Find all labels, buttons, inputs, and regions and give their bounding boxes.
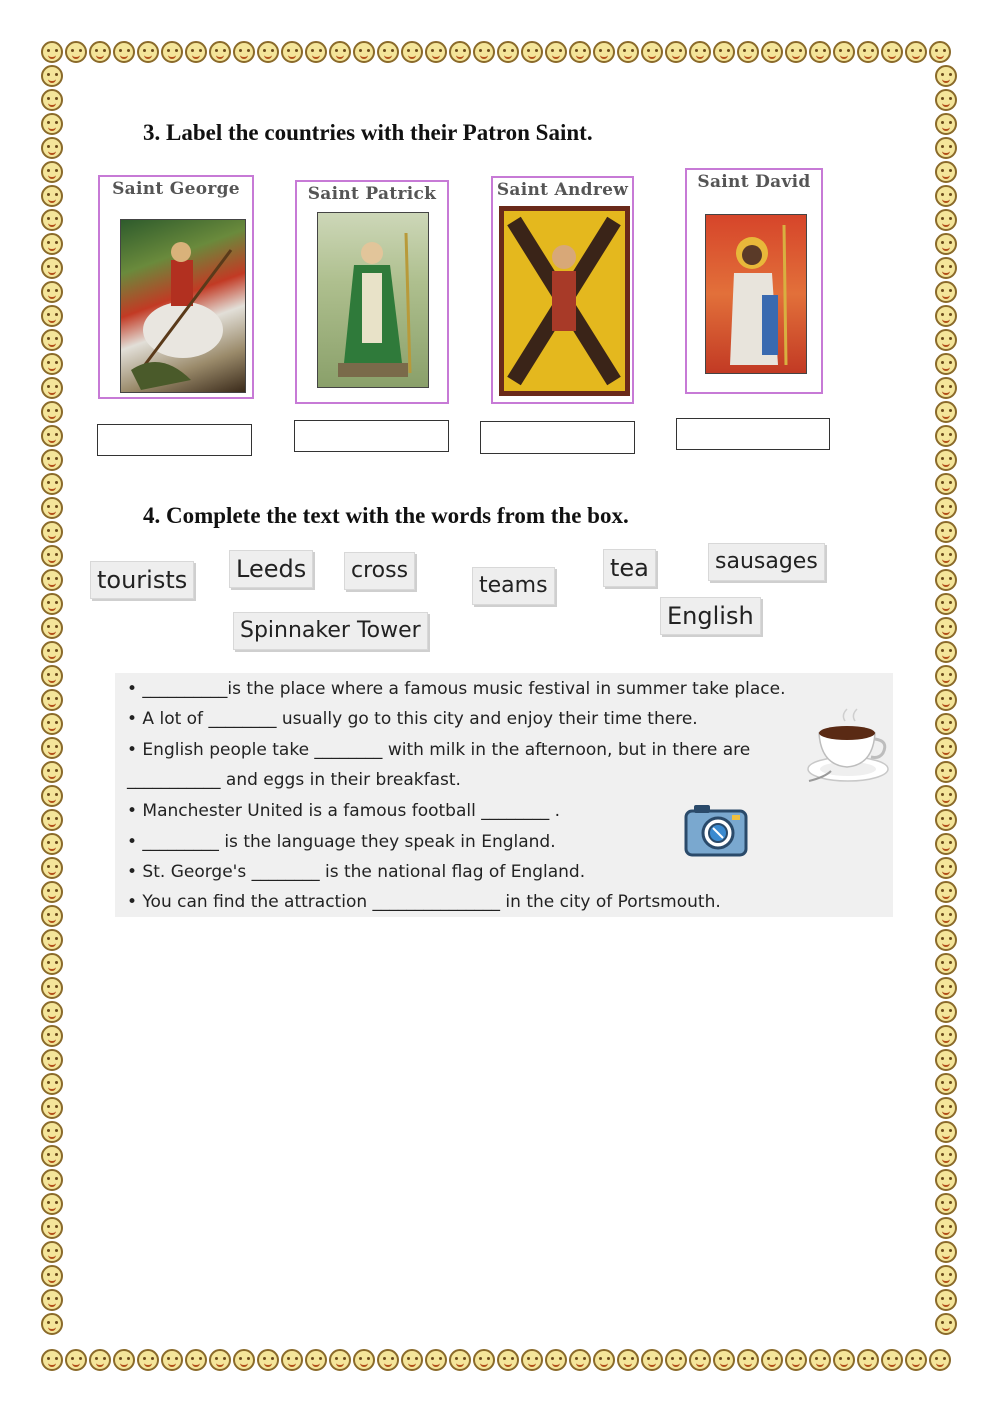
smiley-border-icon [935,137,957,159]
smiley-border-icon [935,1241,957,1263]
smiley-border-icon [281,41,303,63]
smiley-border-icon [521,1349,543,1371]
smiley-border-icon [689,1349,711,1371]
smiley-border-icon [521,41,543,63]
smiley-border-icon [593,1349,615,1371]
smiley-border-icon [41,497,63,519]
smiley-border-icon [41,1169,63,1191]
smiley-border-icon [377,1349,399,1371]
saint-andrew-card [491,176,634,404]
smiley-border-icon [449,41,471,63]
smiley-border-icon [41,257,63,279]
smiley-border-icon [41,161,63,183]
smiley-border-icon [935,1121,957,1143]
smiley-border-icon [305,41,327,63]
word-tile-tourists[interactable]: tourists [90,561,194,599]
smiley-border-icon [545,1349,567,1371]
smiley-border-icon [305,1349,327,1371]
smiley-border-icon [935,401,957,423]
sentence-3: • English people take ________ with milk in the afternoon, but in there are [127,740,751,760]
smiley-border-icon [665,1349,687,1371]
smiley-border-icon [833,1349,855,1371]
smiley-border-icon [935,1193,957,1215]
smiley-border-icon [935,1097,957,1119]
smiley-border-icon [41,329,63,351]
smiley-border-icon [761,1349,783,1371]
smiley-border-icon [785,1349,807,1371]
smiley-border-icon [161,1349,183,1371]
saint-george-painting [120,219,246,393]
smiley-border-icon [41,905,63,927]
smiley-border-icon [89,1349,111,1371]
smiley-border-icon [935,689,957,711]
smiley-border-icon [905,41,927,63]
smiley-border-icon [497,41,519,63]
smiley-border-icon [935,449,957,471]
saint-david-card [685,168,823,394]
smiley-border-icon [41,1241,63,1263]
smiley-border-icon [233,41,255,63]
smiley-border-icon [833,41,855,63]
smiley-border-icon [41,281,63,303]
smiley-border-icon [935,569,957,591]
smiley-border-icon [935,737,957,759]
sentence-2: • A lot of ________ usually go to this city and enjoy their time there. [127,709,698,729]
smiley-border-icon [185,41,207,63]
section3-heading: 3. Label the countries with their Patron Saint. [143,120,593,145]
smiley-border-icon [935,113,957,135]
smiley-border-icon [473,1349,495,1371]
smiley-border-icon [41,809,63,831]
smiley-border-icon [257,41,279,63]
smiley-border-icon [89,41,111,63]
smiley-border-icon [593,41,615,63]
smiley-border-icon [41,665,63,687]
smiley-border-icon [935,929,957,951]
smiley-border-icon [41,545,63,567]
smiley-border-icon [137,41,159,63]
answer-box-2[interactable] [294,420,449,452]
smiley-border-icon [209,1349,231,1371]
smiley-border-icon [281,1349,303,1371]
smiley-border-icon [449,1349,471,1371]
smiley-border-icon [641,41,663,63]
smiley-border-icon [41,65,63,87]
sentence-5: • _________ is the language they speak in England. [127,832,556,852]
smiley-border-icon [935,905,957,927]
smiley-border-icon [329,1349,351,1371]
smiley-border-icon [113,41,135,63]
smiley-border-icon [929,41,951,63]
smiley-border-icon [41,1121,63,1143]
smiley-border-icon [935,233,957,255]
smiley-border-icon [809,41,831,63]
smiley-border-icon [713,41,735,63]
smiley-border-icon [41,449,63,471]
smiley-border-icon [41,137,63,159]
smiley-border-icon [935,473,957,495]
smiley-border-icon [935,761,957,783]
smiley-border-icon [761,41,783,63]
smiley-border-icon [65,41,87,63]
smiley-border-icon [41,617,63,639]
smiley-border-icon [41,977,63,999]
smiley-border-icon [935,809,957,831]
smiley-border-icon [713,1349,735,1371]
smiley-border-icon [935,593,957,615]
word-tile-leeds[interactable]: Leeds [229,550,313,588]
smiley-border-icon [809,1349,831,1371]
smiley-border-icon [935,833,957,855]
smiley-border-icon [425,1349,447,1371]
smiley-border-icon [401,1349,423,1371]
smiley-border-icon [935,641,957,663]
smiley-border-icon [233,1349,255,1371]
word-tile-spinnaker-tower[interactable]: Spinnaker Tower [233,612,428,650]
saint-patrick-figure-icon [318,213,429,388]
smiley-border-icon [41,737,63,759]
smiley-border-icon [41,1193,63,1215]
border-top [40,40,952,64]
smiley-border-icon [41,1025,63,1047]
sentence-4: • Manchester United is a famous football ________ . [127,801,561,821]
smiley-border-icon [935,425,957,447]
smiley-border-icon [935,1313,957,1335]
smiley-border-icon [935,713,957,735]
smiley-border-icon [425,41,447,63]
smiley-border-icon [65,1349,87,1371]
smiley-border-icon [41,185,63,207]
sentence-3-continued: ___________ and eggs in their breakfast. [127,770,461,790]
smiley-border-icon [41,929,63,951]
smiley-border-icon [41,233,63,255]
smiley-border-icon [785,41,807,63]
smiley-border-icon [935,1025,957,1047]
saint-david-label: Saint David [697,172,811,192]
smiley-border-icon [41,377,63,399]
smiley-border-icon [935,1289,957,1311]
saint-david-figure-icon [706,215,807,374]
smiley-border-icon [41,953,63,975]
smiley-border-icon [113,1349,135,1371]
smiley-border-icon [935,65,957,87]
smiley-border-icon [41,785,63,807]
smiley-border-icon [41,1073,63,1095]
smiley-border-icon [41,1313,63,1335]
border-bottom [40,1348,952,1372]
smiley-border-icon [137,1349,159,1371]
border-left [40,64,64,1336]
smiley-border-icon [353,41,375,63]
saint-george-card [98,175,254,399]
smiley-border-icon [935,377,957,399]
smiley-border-icon [935,209,957,231]
smiley-border-icon [41,209,63,231]
smiley-border-icon [41,761,63,783]
smiley-border-icon [935,1217,957,1239]
smiley-border-icon [905,1349,927,1371]
word-tile-tea[interactable]: tea [603,549,656,587]
smiley-border-icon [41,1349,63,1371]
smiley-border-icon [41,593,63,615]
smiley-border-icon [377,41,399,63]
teacup-icon [805,707,891,789]
smiley-border-icon [545,41,567,63]
smiley-border-icon [161,41,183,63]
word-tile-sausages[interactable]: sausages [708,543,825,581]
smiley-border-icon [41,1049,63,1071]
smiley-border-icon [41,1001,63,1023]
smiley-border-icon [935,953,957,975]
sentence-1: • __________is the place where a famous music festival in summer take place. [127,679,786,699]
smiley-border-icon [935,281,957,303]
saint-andrew-label: Saint Andrew [496,180,629,200]
smiley-border-icon [935,305,957,327]
smiley-border-icon [935,857,957,879]
smiley-border-icon [935,1049,957,1071]
smiley-border-icon [41,1289,63,1311]
saint-patrick-label: Saint Patrick [307,184,437,204]
smiley-border-icon [41,89,63,111]
smiley-border-icon [935,353,957,375]
saint-george-label: Saint George [112,179,240,199]
smiley-border-icon [935,1001,957,1023]
smiley-border-icon [41,569,63,591]
saint-patrick-card [295,180,449,404]
smiley-border-icon [41,521,63,543]
smiley-border-icon [41,473,63,495]
smiley-border-icon [935,1145,957,1167]
smiley-border-icon [935,1169,957,1191]
smiley-border-icon [41,857,63,879]
smiley-border-icon [737,1349,759,1371]
smiley-border-icon [353,1349,375,1371]
smiley-border-icon [935,329,957,351]
smiley-border-icon [185,1349,207,1371]
answer-box-3[interactable] [480,421,635,454]
smiley-border-icon [569,41,591,63]
word-tile-cross[interactable]: cross [344,552,415,590]
smiley-border-icon [41,881,63,903]
smiley-border-icon [665,41,687,63]
smiley-border-icon [329,41,351,63]
camera-icon [680,801,752,861]
smiley-border-icon [41,1097,63,1119]
smiley-border-icon [935,665,957,687]
border-right [934,64,958,1336]
smiley-border-icon [935,785,957,807]
smiley-border-icon [935,617,957,639]
smiley-border-icon [41,1145,63,1167]
sentence-6: • St. George's ________ is the national flag of England. [127,862,586,882]
answer-box-4[interactable] [676,418,830,450]
smiley-border-icon [41,1265,63,1287]
exercise-text-panel [115,673,893,917]
smiley-border-icon [935,881,957,903]
smiley-border-icon [617,41,639,63]
smiley-border-icon [41,401,63,423]
smiley-border-icon [41,641,63,663]
smiley-border-icon [473,41,495,63]
saint-george-figure-icon [121,220,246,393]
word-tile-teams[interactable]: teams [472,567,555,605]
smiley-border-icon [689,41,711,63]
smiley-border-icon [41,41,63,63]
smiley-border-icon [41,305,63,327]
smiley-border-icon [935,1265,957,1287]
smiley-border-icon [617,1349,639,1371]
smiley-border-icon [935,257,957,279]
smiley-border-icon [881,41,903,63]
smiley-border-icon [41,833,63,855]
smiley-border-icon [857,1349,879,1371]
smiley-border-icon [935,521,957,543]
smiley-border-icon [569,1349,591,1371]
smiley-border-icon [857,41,879,63]
saint-andrew-cross-icon [504,211,625,391]
saint-andrew-painting [499,206,630,396]
smiley-border-icon [935,161,957,183]
smiley-border-icon [41,353,63,375]
smiley-border-icon [935,497,957,519]
smiley-border-icon [41,713,63,735]
smiley-border-icon [935,1073,957,1095]
smiley-border-icon [935,185,957,207]
smiley-border-icon [41,425,63,447]
smiley-border-icon [929,1349,951,1371]
smiley-border-icon [935,545,957,567]
smiley-border-icon [737,41,759,63]
smiley-border-icon [209,41,231,63]
smiley-border-icon [401,41,423,63]
smiley-border-icon [935,977,957,999]
smiley-border-icon [41,113,63,135]
smiley-border-icon [497,1349,519,1371]
smiley-border-icon [881,1349,903,1371]
smiley-border-icon [257,1349,279,1371]
smiley-border-icon [641,1349,663,1371]
smiley-border-icon [41,1217,63,1239]
smiley-border-icon [935,89,957,111]
word-tile-english[interactable]: English [660,597,761,635]
saint-david-painting [705,214,807,374]
saint-patrick-painting [317,212,429,388]
sentence-7: • You can find the attraction _______________ in the city of Portsmouth. [127,892,721,912]
smiley-border-icon [41,689,63,711]
section4-heading: 4. Complete the text with the words from the box. [143,503,629,528]
answer-box-1[interactable] [97,424,252,456]
